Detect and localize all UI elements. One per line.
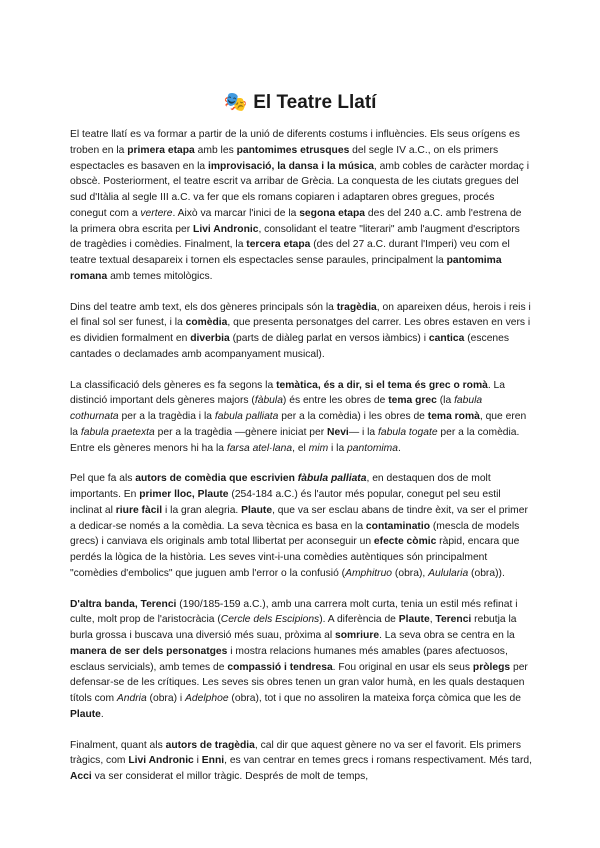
text-run: del segle IV a.C., on els primers espectacles es basaven en la [70,144,499,172]
italic-text-run: Adelphoe [185,693,229,704]
bold-text-run: autors de tragèdia [165,739,255,751]
text-run: (escenes cantades o declamades amb acompanyament musical). [70,333,510,360]
bold-text-run: diverbia [190,333,230,344]
bold-text-run: pròlegs [472,661,511,673]
text-run: i la gran alegria. [162,504,242,516]
bold-text-run: segona etapa [299,207,366,219]
paragraph-4 [70,471,532,581]
text-run: (obra) i [146,693,186,704]
text-run: per a la comèdia) i les obres de [278,411,428,422]
text-run: rebutja la burla grossa i buscava una diversió més suau, pròxima al [70,614,517,641]
bold-text-run: Plaute [398,614,430,626]
text-run: Pel que fa als [70,473,136,485]
text-run: , es van centrar en temes grecs i romans respectivament. Més tard, [224,755,532,767]
bold-text-run: Plaute [241,504,273,516]
text-run: . Fou original en usar els seus [332,661,473,673]
paragraph-3 [70,378,532,457]
italic-text-run: pantomima [347,442,398,454]
paragraph-1 [70,127,532,285]
text-run: va ser considerat el millor tràgic. Després de molt de temps, [91,771,369,782]
text-run: per a la comèdia. Entre els gèneres menors hi ha la [70,426,520,454]
paragraph-5 [70,597,532,723]
bold-text-run: tercera etapa [246,239,311,251]
bold-text-run: manera de ser dels personatges [70,645,228,657]
bold-text-run: Terenci [435,614,472,626]
bold-text-run: temàtica, és a dir, si el tema és grec o romà [276,379,488,391]
italic-text-run: fabula praetexta [80,426,155,438]
bold-text-run: pantomima romana [70,255,502,282]
text-run: i mostra relacions humanes més amables (pares afectuosos, esclaus servicials), amb temes de [70,645,508,673]
text-run: , consolidant el teatre "literari" amb l'augment d'escriptors de tragèdies i comèdies. Finalment, la [70,223,520,251]
bold-text-run: contaminatio [365,520,430,532]
bold-text-run: improvisació, la dansa i la música [207,160,374,172]
bold-text-run: Nevi [327,426,349,438]
bold-text-run: primera etapa [127,144,195,156]
bold-text-run: pantomimes etrusques [236,144,350,156]
bold-text-run: tema grec [388,395,437,407]
paragraph-6 [70,738,532,785]
text-run: — i la [348,426,378,438]
bold-text-run: autors de comèdia que escrivien [135,473,298,485]
document-body [70,127,532,800]
text-run: per defensar-se de les crítiques. Les seves sis obres tenen un gran valor humà, en les quals destaquen títols com [70,661,528,704]
text-run: (mescla de models grecs) i canviava els originals amb total llibertat per aconseguir un [70,520,520,548]
bold-text-run: D'altra banda, Terenci [70,598,177,610]
text-run: . La distinció important dels gèneres majors ( [70,379,506,407]
italic-text-run: farsa atel·lana [226,442,293,454]
text-run: ) és entre les obres de [282,395,389,407]
italic-text-run: mim [308,442,329,454]
text-run: amb les [194,144,237,156]
text-run: (obra), tot i que no assoliren la mateixa força còmica que les de [228,693,522,704]
bold-text-run: fàbula palliata [297,473,367,485]
text-run: amb temes mitològics. [107,270,213,282]
text-run: , que presenta personatges del carrer. Les obres estaven en vers i es dividien formalment en [70,317,531,344]
text-run: per a la tragèdia i la [118,411,215,422]
text-run: i [193,755,202,767]
text-run: , cal dir que aquest gènere no va ser el favorit. Els primers tràgics, com [70,739,521,767]
text-run: des del 240 a.C. amb l'estrena de la primera obra escrita per [70,207,522,235]
text-run: ). A diferència de [319,614,399,626]
text-run: (254-184 a.C.) és l'autor més popular, conegut pel seu estil inclinat al [70,489,501,516]
bold-text-run: cantica [428,333,465,344]
text-run: i la [328,442,348,454]
text-run: ràpid, encara que perdés la lògica de la història. Les seves vint-i-una comèdies autèntiques són principalment "comèdies d'embolics" que juguen amb l'error o la confusió ( [70,536,520,579]
bold-text-run: efecte còmic [373,536,437,548]
text-run: . [397,442,401,454]
text-run: per a la tragèdia —gènere iniciat per [154,426,328,438]
text-run: Dins del teatre amb text, els dos gèneres principals són la [70,301,337,313]
italic-text-run: fàbula [254,395,283,407]
text-run: . La seva obra se centra en la [379,630,515,641]
text-run: , en destaquen dos de molt importants. En [70,473,491,500]
bold-text-run: Acci [70,771,92,782]
text-run: , on apareixen déus, herois i reis i el final sol ser funest, i la [70,301,531,329]
text-run: (obra), [392,567,429,579]
text-run: . Això va marcar l'inici de la [172,207,300,219]
italic-text-run: vertere [140,207,173,219]
bold-text-run: riure fàcil [115,504,163,516]
bold-text-run: Enni [201,755,225,767]
bold-text-run: primer lloc, Plaute [139,489,229,500]
bold-text-run: Livi Andronic [128,755,194,767]
bold-text-run: Plaute [70,708,101,720]
bold-text-run: comèdia [185,317,228,329]
bold-text-run: tema romà [427,411,480,422]
italic-text-run: fabula palliata [214,411,279,422]
text-run: , que va ser esclau abans de tindre èxit, va ser el primer a dedicar-se només a la comèdia. La seva tècnica es basa en la [70,504,528,532]
page-title-text: El Teatre Llatí [253,92,377,113]
text-run: . [100,708,104,720]
theater-masks-icon: 🎭 [223,92,248,113]
bold-text-run: somriure [335,630,380,641]
text-run: , que eren la [70,411,527,438]
text-run: , el [292,442,309,454]
text-run: , [429,614,436,626]
text-run: El teatre llatí es va formar a partir de la unió de diferents costums i influències. Els seus orígens es troben en la [70,129,520,156]
text-run: (des del 27 a.C. durant l'Imperi) veu com el teatre textual desapareix i tornen els espectacles sense paraules, principalment la [70,239,510,266]
italic-text-run: Aulularia [428,567,469,579]
italic-text-run: fabula togate [378,426,438,438]
paragraph-2 [70,300,532,363]
bold-text-run: Livi Andronic [193,223,259,235]
text-run: Finalment, quant als [70,739,166,751]
italic-text-run: Cercle dels Escipions [220,614,320,626]
italic-text-run: Amphitruo [345,567,393,579]
text-run: , amb cobles de caràcter mordaç i obscè. Posteriorment, el teatre escrit va arribar de Grècia. La conquesta de les ciutats gregues del sud d'Itàlia al segle III a.C. va fer que els romans copiaren i adaptaren obres gregues, procés conegut com a [70,160,530,219]
text-run: La classificació dels gèneres es fa segons la [70,379,277,391]
italic-text-run: fabula cothurnata [70,395,483,422]
text-run: (obra)). [468,567,505,579]
bold-text-run: compassió i tendresa [227,661,333,673]
text-run: (la [436,395,455,407]
bold-text-run: tragèdia [336,301,377,313]
page-title [0,90,600,114]
text-run: (190/185-159 a.C.), amb una carrera molt curta, tenia un estil més refinat i culte, molt prop de l'aristocràcia ( [70,598,518,626]
text-run: (parts de diàleg parlat en versos iàmbics) i [229,333,429,344]
italic-text-run: Andria [116,693,147,704]
